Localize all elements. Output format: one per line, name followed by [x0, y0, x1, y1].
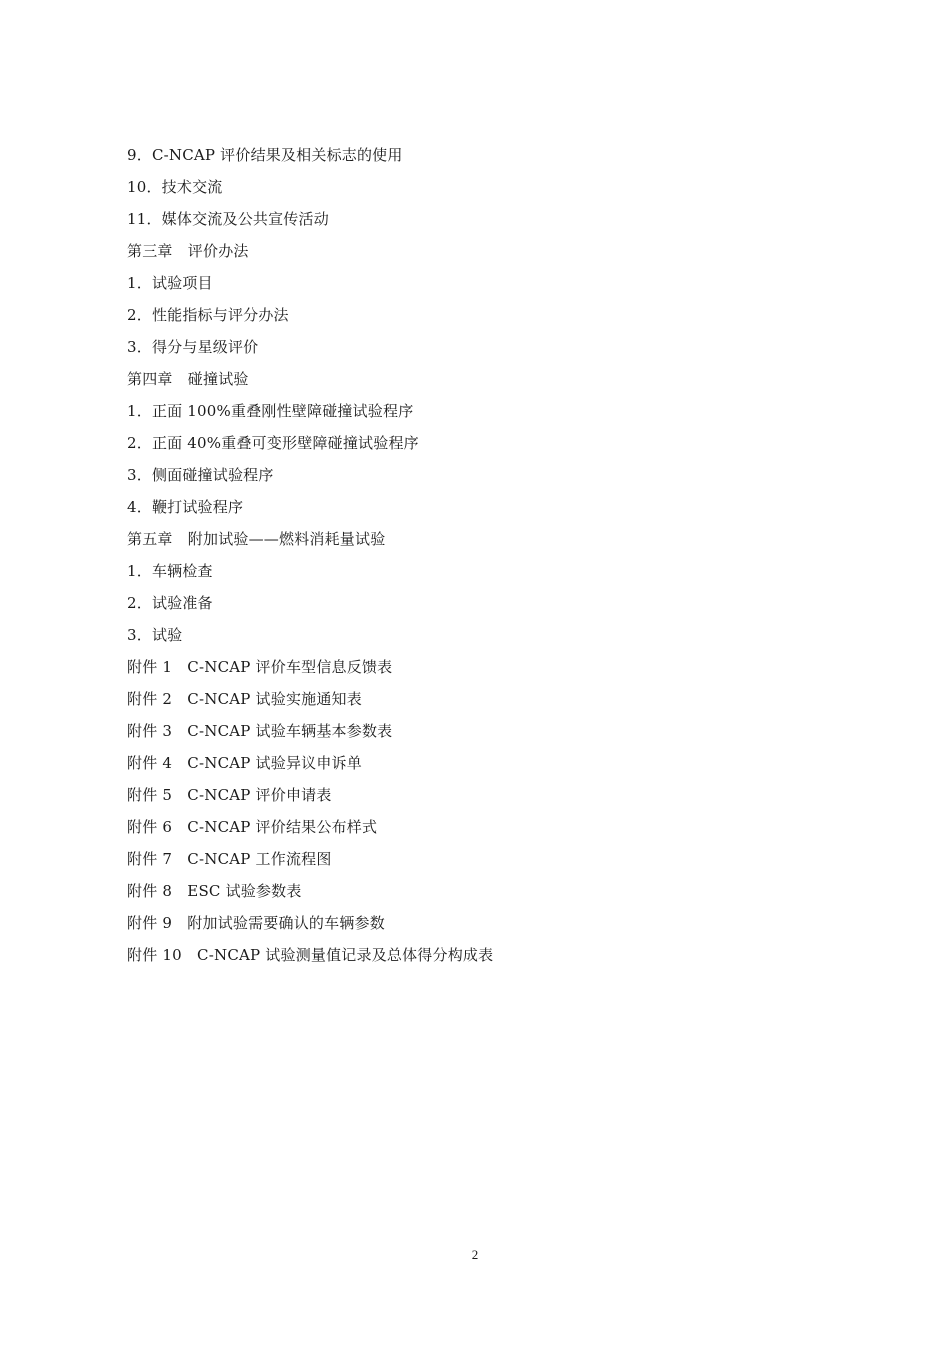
toc-line: 1．正面 100%重叠刚性壁障碰撞试验程序: [127, 402, 414, 420]
toc-appendix-line: 附件 5 C-NCAP 评价申请表: [127, 786, 332, 804]
toc-chapter-heading: 第三章 评价办法: [127, 242, 249, 260]
toc-chapter-heading: 第五章 附加试验——燃料消耗量试验: [127, 530, 386, 548]
toc-appendix-line: 附件 3 C-NCAP 试验车辆基本参数表: [127, 722, 393, 740]
toc-line: 10．技术交流: [127, 178, 223, 196]
toc-appendix-line: 附件 9 附加试验需要确认的车辆参数: [127, 914, 385, 932]
toc-appendix-line: 附件 4 C-NCAP 试验异议申诉单: [127, 754, 362, 772]
toc-appendix-line: 附件 10 C-NCAP 试验测量值记录及总体得分构成表: [127, 946, 494, 964]
toc-appendix-line: 附件 2 C-NCAP 试验实施通知表: [127, 690, 362, 708]
toc-line: 11．媒体交流及公共宣传活动: [127, 210, 329, 228]
toc-line: 1．试验项目: [127, 274, 213, 292]
toc-appendix-line: 附件 7 C-NCAP 工作流程图: [127, 850, 332, 868]
toc-chapter-heading: 第四章 碰撞试验: [127, 370, 249, 388]
toc-line: 9．C-NCAP 评价结果及相关标志的使用: [127, 146, 403, 164]
toc-line: 2．性能指标与评分办法: [127, 306, 289, 324]
toc-line: 2．试验准备: [127, 594, 213, 612]
toc-line: 1．车辆检查: [127, 562, 213, 580]
toc-line: 2．正面 40%重叠可变形壁障碰撞试验程序: [127, 434, 419, 452]
toc-line: 4．鞭打试验程序: [127, 498, 244, 516]
table-of-contents: [127, 141, 827, 973]
toc-line: 3．试验: [127, 626, 183, 644]
toc-appendix-line: 附件 8 ESC 试验参数表: [127, 882, 302, 900]
toc-appendix-line: 附件 6 C-NCAP 评价结果公布样式: [127, 818, 378, 836]
toc-appendix-line: 附件 1 C-NCAP 评价车型信息反馈表: [127, 658, 393, 676]
page-number: 2: [471, 1247, 479, 1262]
toc-line: 3．侧面碰撞试验程序: [127, 466, 274, 484]
toc-line: 3．得分与星级评价: [127, 338, 259, 356]
